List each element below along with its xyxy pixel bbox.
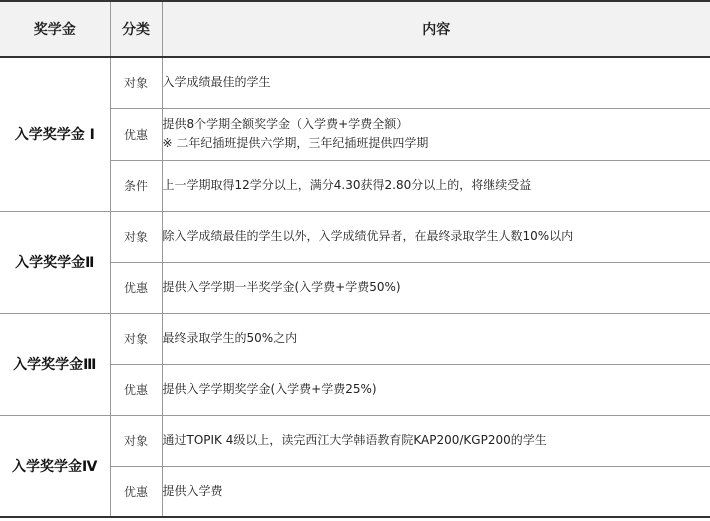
content-line: 通过TOPIK 4级以上，读完西江大学韩语教育院KAP200/KGP200的学生	[162, 433, 547, 447]
table-row	[0, 57, 710, 108]
table-row	[0, 211, 710, 262]
scholarship-name: 入学奖学金Ⅲ	[0, 313, 110, 415]
content-cell	[162, 415, 710, 466]
content-line: 提供入学费	[162, 483, 223, 498]
category-cell: 对象	[110, 211, 162, 262]
content-line: 入学成绩最佳的学生	[162, 75, 271, 90]
table-row	[0, 415, 710, 466]
content-cell	[162, 262, 710, 313]
category-cell: 对象	[110, 57, 162, 108]
scholarship-name: 入学奖学金Ⅳ	[0, 415, 110, 517]
content-line: ※ 二年纪插班提供六学期，三年纪插班提供四学期	[162, 136, 429, 150]
header-content: 内容	[162, 1, 710, 57]
content-line: 除入学成绩最佳的学生以外，入学成绩优异者，在最终录取学生人数10%以内	[162, 229, 574, 243]
content-cell	[162, 364, 710, 415]
content-cell	[162, 466, 710, 517]
table-row	[0, 313, 710, 364]
table-header-row	[0, 1, 710, 57]
category-cell: 优惠	[110, 262, 162, 313]
category-cell: 条件	[110, 160, 162, 211]
content-cell	[162, 57, 710, 108]
scholarship-name: 入学奖学金Ⅱ	[0, 211, 110, 313]
scholarship-name: 入学奖学金 I	[0, 57, 110, 211]
header-category: 分类	[110, 1, 162, 57]
category-cell: 优惠	[110, 466, 162, 517]
content-cell	[162, 108, 710, 160]
content-line: 提供8个学期全额奖学金（入学费+学费全额）	[162, 117, 409, 131]
content-cell	[162, 211, 710, 262]
content-line: 提供入学学期一半奖学金(入学费+学费50%)	[162, 280, 401, 294]
category-cell: 优惠	[110, 108, 162, 160]
category-cell: 对象	[110, 313, 162, 364]
content-line: 提供入学学期奖学金(入学费+学费25%)	[162, 382, 377, 396]
category-cell: 对象	[110, 415, 162, 466]
content-cell	[162, 160, 710, 211]
content-line: 最终录取学生的50%之内	[162, 331, 298, 345]
category-cell: 优惠	[110, 364, 162, 415]
header-scholarship: 奖学金	[0, 1, 110, 57]
content-line: 上一学期取得12学分以上，满分4.30获得2.80分以上的，将继续受益	[162, 178, 532, 192]
content-cell	[162, 313, 710, 364]
